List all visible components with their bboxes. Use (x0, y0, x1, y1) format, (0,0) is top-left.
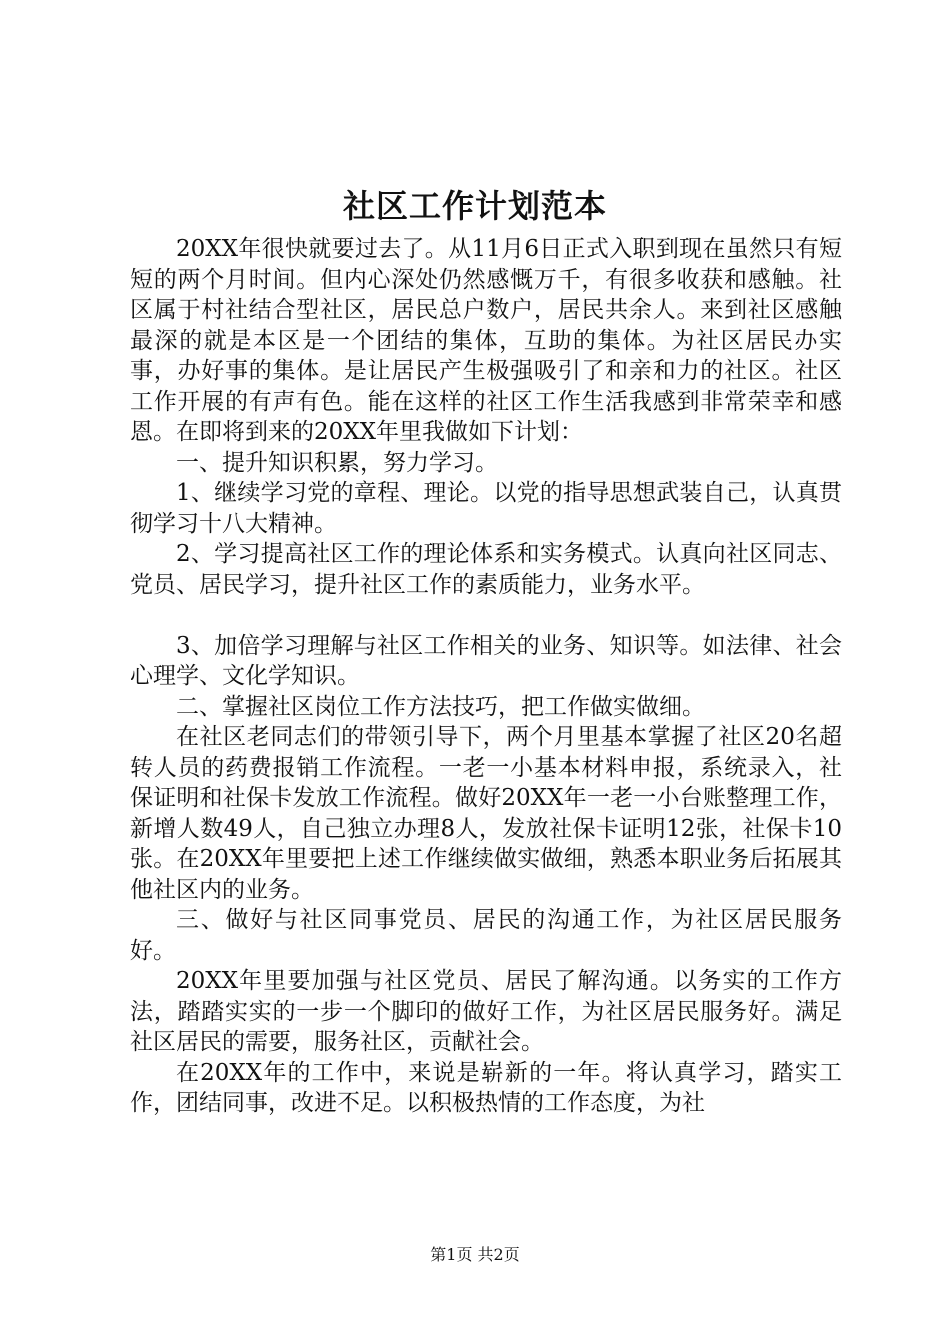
blank-line (130, 600, 842, 631)
paragraph-section-1-heading: 一、提升知识积累，努力学习。 (176, 449, 498, 476)
paragraph-section-2-heading: 二、掌握社区岗位工作方法技巧，把工作做实做细。 (176, 693, 705, 720)
paragraph-intro: 20XX年很快就要过去了。从11月6日正式入职到现在虽然只有短短的两个月时间。但内心深处仍然感慨万千，有很多收获和感触。社区属于村社结合型社区，居民总户数户，居民共余人。来到社区感触最深的就是本区是一个团结的集体，互助的集体。为社区居民办实事，办好事的集体。是让居民产生极强吸引了和亲和力的社区。社区工作开展的有声有色。能在这样的社区工作生活我感到非常荣幸和感恩。在即将到来的20XX年里我做如下计划： (130, 236, 842, 445)
paragraph-closing: 在20XX年的工作中，来说是崭新的一年。将认真学习，踏实工作，团结同事，改进不足。以积极热情的工作态度，为社 (130, 1059, 842, 1116)
document-body (130, 234, 842, 1119)
paragraph-item-1-2: 2、学习提高社区工作的理论体系和实务模式。认真向社区同志、党员、居民学习，提升社区工作的素质能力，业务水平。 (130, 541, 842, 598)
page-footer: 第1页 共2页 (430, 1245, 520, 1264)
paragraph-section-3-body: 20XX年里要加强与社区党员、居民了解沟通。以务实的工作方法，踏踏实实的一步一个脚印的做好工作，为社区居民服务好。满足社区居民的需要，服务社区，贡献社会。 (130, 968, 842, 1055)
paragraph-section-2-body: 在社区老同志们的带领引导下，两个月里基本掌握了社区20名超转人员的药费报销工作流程。一老一小基本材料申报，系统录入，社保证明和社保卡发放工作流程。做好20XX年一老一小台账整理工作，新增人数49人，自己独立办理8人，发放社保卡证明12张，社保卡10张。在20XX年里要把上述工作继续做实做细，熟悉本职业务后拓展其他社区内的业务。 (130, 724, 842, 903)
paragraph-section-3-heading: 三、做好与社区同事党员、居民的沟通工作，为社区居民服务好。 (130, 907, 842, 964)
document-title: 社区工作计划范本 (342, 187, 607, 225)
paragraph-item-1-3: 3、加倍学习理解与社区工作相关的业务、知识等。如法律、社会心理学、文化学知识。 (130, 632, 842, 689)
paragraph-item-1-1: 1、继续学习党的章程、理论。以党的指导思想武装自己，认真贯彻学习十八大精神。 (130, 480, 842, 537)
